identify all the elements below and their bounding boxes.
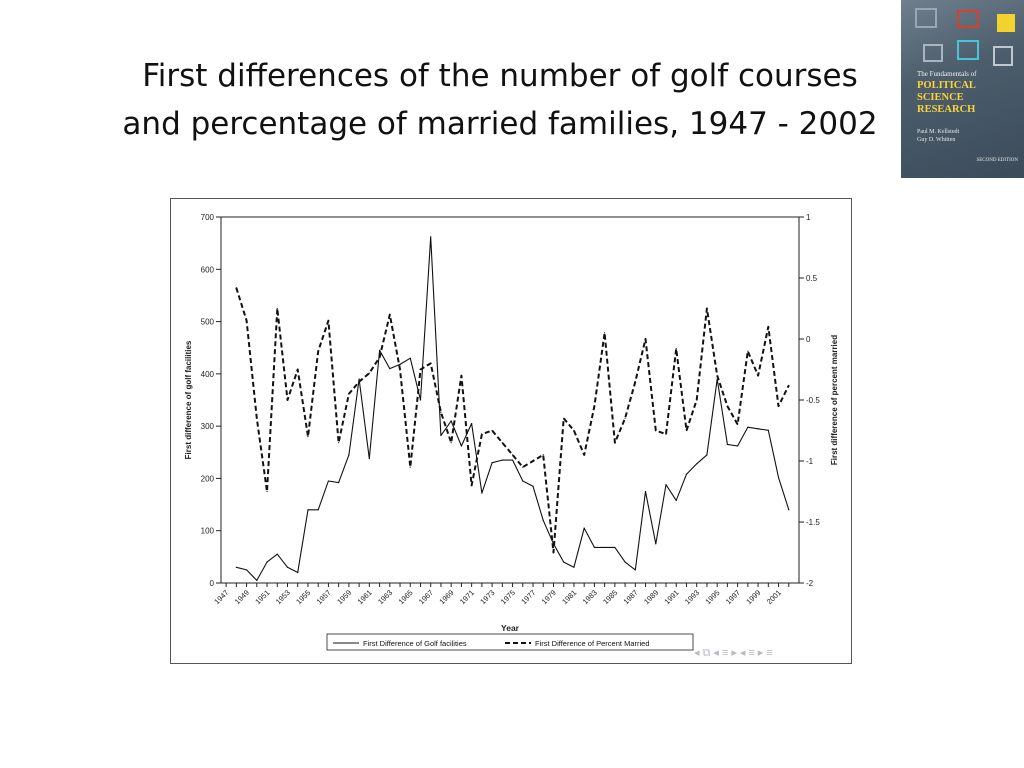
x-tick-label: 1995 bbox=[703, 588, 722, 607]
data-point-golf-facilities bbox=[737, 445, 738, 446]
x-tick-label: 1951 bbox=[253, 588, 272, 607]
book-title-line-1: POLITICAL bbox=[917, 80, 976, 91]
data-point-golf-facilities bbox=[328, 480, 329, 481]
data-point-percent-married bbox=[266, 491, 267, 492]
data-point-percent-married bbox=[655, 430, 656, 431]
data-point-percent-married bbox=[277, 308, 278, 309]
y-right-axis-label: First difference of percent married bbox=[830, 334, 839, 466]
data-point-golf-facilities bbox=[266, 561, 267, 562]
x-tick-label: 1993 bbox=[682, 588, 702, 607]
data-point-percent-married bbox=[328, 320, 329, 321]
data-point-percent-married bbox=[522, 467, 523, 468]
data-point-golf-facilities bbox=[757, 428, 758, 429]
x-tick-label: 1985 bbox=[601, 588, 620, 607]
data-point-golf-facilities bbox=[410, 358, 411, 359]
book-edition: SECOND EDITION bbox=[976, 158, 1018, 163]
data-point-golf-facilities bbox=[379, 350, 380, 351]
y-right-tick-label: -1.5 bbox=[806, 518, 820, 527]
cover-square-red bbox=[957, 10, 979, 28]
data-point-golf-facilities bbox=[481, 492, 482, 493]
data-point-golf-facilities bbox=[532, 486, 533, 487]
data-point-golf-facilities bbox=[256, 580, 257, 581]
book-title-line-3: RESEARCH bbox=[917, 104, 976, 115]
data-point-percent-married bbox=[287, 399, 288, 400]
data-point-golf-facilities bbox=[594, 547, 595, 548]
y-left-axis-label: First difference of golf facilities bbox=[184, 340, 193, 460]
data-point-percent-married bbox=[512, 454, 513, 455]
series-line-percent-married bbox=[236, 288, 789, 553]
data-point-percent-married bbox=[737, 424, 738, 425]
legend-label-golf-facilities: First Difference of Golf facilities bbox=[363, 639, 467, 648]
data-point-golf-facilities bbox=[624, 561, 625, 562]
data-point-percent-married bbox=[635, 381, 636, 382]
cover-square-yellow bbox=[997, 14, 1015, 32]
chart-frame bbox=[170, 198, 852, 664]
cover-square-grey-3 bbox=[993, 46, 1013, 66]
line-chart bbox=[171, 199, 851, 663]
data-point-percent-married bbox=[573, 430, 574, 431]
book-title bbox=[917, 80, 976, 116]
data-point-golf-facilities bbox=[277, 554, 278, 555]
data-point-percent-married bbox=[359, 381, 360, 382]
data-point-percent-married bbox=[451, 442, 452, 443]
data-point-percent-married bbox=[706, 308, 707, 309]
x-tick-label: 1961 bbox=[355, 588, 374, 607]
data-point-golf-facilities bbox=[420, 399, 421, 400]
x-tick-label: 1963 bbox=[376, 588, 395, 607]
x-tick-label: 1999 bbox=[744, 588, 763, 607]
book-author-1: Paul M. Kellstedt bbox=[917, 129, 960, 135]
series-line-golf-facilities bbox=[236, 237, 789, 581]
slide-title-line-2: and percentage of married families, 1947 - 2002 bbox=[122, 106, 878, 142]
data-point-percent-married bbox=[584, 454, 585, 455]
data-point-percent-married bbox=[389, 314, 390, 315]
x-tick-label: 2001 bbox=[764, 588, 783, 607]
book-series-label: The Fundamentals of bbox=[917, 70, 977, 78]
x-tick-label: 1977 bbox=[519, 588, 538, 607]
book-cover-image bbox=[901, 0, 1024, 178]
data-point-percent-married bbox=[502, 442, 503, 443]
data-point-percent-married bbox=[788, 385, 789, 386]
data-point-golf-facilities bbox=[614, 547, 615, 548]
data-point-golf-facilities bbox=[573, 567, 574, 568]
data-point-golf-facilities bbox=[307, 509, 308, 510]
data-point-percent-married bbox=[717, 375, 718, 376]
x-tick-label: 1967 bbox=[416, 588, 436, 607]
y-left-tick-label: 100 bbox=[200, 526, 214, 536]
data-point-golf-facilities bbox=[491, 462, 492, 463]
y-left-tick-label: 0 bbox=[209, 579, 214, 588]
data-point-golf-facilities bbox=[686, 474, 687, 475]
data-point-percent-married bbox=[440, 412, 441, 413]
cover-square-grey-1 bbox=[915, 8, 937, 28]
x-tick-label: 1975 bbox=[498, 588, 517, 607]
x-tick-label: 1997 bbox=[723, 588, 743, 607]
y-right-tick-label: 1 bbox=[806, 213, 811, 222]
data-point-percent-married bbox=[778, 406, 779, 407]
data-point-golf-facilities bbox=[655, 543, 656, 544]
data-point-percent-married bbox=[696, 399, 697, 400]
data-point-percent-married bbox=[348, 393, 349, 394]
data-point-golf-facilities bbox=[461, 445, 462, 446]
data-point-golf-facilities bbox=[696, 463, 697, 464]
data-point-percent-married bbox=[471, 485, 472, 486]
x-tick-label: 1959 bbox=[335, 588, 354, 607]
data-point-golf-facilities bbox=[563, 561, 564, 562]
data-point-percent-married bbox=[614, 442, 615, 443]
data-point-golf-facilities bbox=[318, 509, 319, 510]
data-point-golf-facilities bbox=[747, 427, 748, 428]
y-right-tick-label: -0.5 bbox=[806, 396, 820, 405]
cover-square-grey-2 bbox=[923, 44, 943, 62]
data-point-percent-married bbox=[553, 552, 554, 553]
book-authors bbox=[917, 128, 959, 144]
data-point-percent-married bbox=[236, 287, 237, 288]
data-point-golf-facilities bbox=[768, 430, 769, 431]
data-point-percent-married bbox=[307, 436, 308, 437]
y-left-tick-label: 500 bbox=[200, 317, 214, 327]
x-tick-label: 1965 bbox=[396, 588, 415, 607]
data-point-percent-married bbox=[686, 430, 687, 431]
data-point-percent-married bbox=[481, 434, 482, 435]
data-point-percent-married bbox=[594, 406, 595, 407]
data-point-percent-married bbox=[665, 434, 666, 435]
y-right-tick-label: 0 bbox=[806, 335, 811, 344]
data-point-golf-facilities bbox=[502, 460, 503, 461]
data-point-percent-married bbox=[543, 454, 544, 455]
x-tick-label: 1955 bbox=[294, 588, 313, 607]
data-point-percent-married bbox=[461, 375, 462, 376]
data-point-golf-facilities bbox=[676, 500, 677, 501]
data-point-golf-facilities bbox=[246, 569, 247, 570]
data-point-percent-married bbox=[318, 351, 319, 352]
data-point-percent-married bbox=[757, 375, 758, 376]
data-point-percent-married bbox=[645, 338, 646, 339]
data-point-percent-married bbox=[379, 357, 380, 358]
data-point-golf-facilities bbox=[287, 567, 288, 568]
data-point-golf-facilities bbox=[348, 454, 349, 455]
y-left-tick-label: 300 bbox=[200, 422, 214, 432]
data-point-percent-married bbox=[747, 351, 748, 352]
data-point-percent-married bbox=[624, 418, 625, 419]
book-title-line-2: SCIENCE bbox=[917, 92, 964, 103]
data-point-golf-facilities bbox=[706, 454, 707, 455]
data-point-percent-married bbox=[338, 442, 339, 443]
x-tick-label: 1989 bbox=[642, 588, 661, 607]
data-point-golf-facilities bbox=[727, 444, 728, 445]
x-axis-label: Year bbox=[501, 623, 519, 633]
x-tick-label: 1991 bbox=[662, 588, 681, 607]
data-point-golf-facilities bbox=[338, 482, 339, 483]
data-point-percent-married bbox=[297, 369, 298, 370]
y-left-tick-label: 400 bbox=[200, 369, 214, 379]
cover-square-cyan bbox=[957, 40, 979, 60]
data-point-golf-facilities bbox=[297, 572, 298, 573]
x-tick-label: 1971 bbox=[457, 588, 477, 607]
data-point-golf-facilities bbox=[399, 364, 400, 365]
data-point-golf-facilities bbox=[471, 423, 472, 424]
data-point-golf-facilities bbox=[359, 378, 360, 379]
slide-navigation-bar[interactable] bbox=[694, 646, 776, 660]
data-point-golf-facilities bbox=[635, 569, 636, 570]
plot-area bbox=[221, 217, 799, 583]
data-point-percent-married bbox=[246, 320, 247, 321]
slide-title-line-1: First differences of the number of golf courses bbox=[142, 58, 858, 94]
data-point-golf-facilities bbox=[451, 420, 452, 421]
book-author-2: Guy D. Whitten bbox=[917, 137, 956, 143]
data-point-percent-married bbox=[491, 430, 492, 431]
data-point-percent-married bbox=[399, 369, 400, 370]
data-point-golf-facilities bbox=[788, 509, 789, 510]
data-point-golf-facilities bbox=[369, 458, 370, 459]
slide-title bbox=[100, 52, 900, 148]
data-point-golf-facilities bbox=[430, 236, 431, 237]
nav-prev-icon[interactable]: ◂ bbox=[694, 647, 703, 659]
data-point-golf-facilities bbox=[778, 477, 779, 478]
x-tick-label: 1957 bbox=[314, 588, 333, 607]
nav-frame-icon[interactable]: ⧉ bbox=[702, 647, 714, 659]
data-point-golf-facilities bbox=[543, 520, 544, 521]
data-point-golf-facilities bbox=[665, 484, 666, 485]
data-point-percent-married bbox=[604, 332, 605, 333]
x-tick-label: 1953 bbox=[273, 588, 292, 607]
y-left-tick-label: 700 bbox=[200, 213, 214, 222]
data-point-percent-married bbox=[420, 369, 421, 370]
y-left-tick-label: 600 bbox=[200, 265, 214, 275]
x-tick-label: 1987 bbox=[621, 588, 640, 607]
x-tick-label: 1949 bbox=[232, 588, 251, 607]
data-point-golf-facilities bbox=[512, 460, 513, 461]
y-right-tick-label: 0.5 bbox=[806, 274, 818, 283]
data-point-golf-facilities bbox=[522, 480, 523, 481]
data-point-percent-married bbox=[727, 406, 728, 407]
x-tick-label: 1981 bbox=[560, 588, 579, 607]
y-right-tick-label: -2 bbox=[806, 579, 814, 588]
x-tick-label: 1969 bbox=[437, 588, 456, 607]
data-point-percent-married bbox=[256, 418, 257, 419]
data-point-percent-married bbox=[369, 373, 370, 374]
data-point-percent-married bbox=[430, 363, 431, 364]
nav-align-icon[interactable]: ≡ bbox=[766, 647, 776, 659]
x-tick-label: 1983 bbox=[580, 588, 599, 607]
data-point-percent-married bbox=[532, 460, 533, 461]
y-left-tick-label: 200 bbox=[200, 474, 214, 484]
data-point-percent-married bbox=[563, 418, 564, 419]
data-point-golf-facilities bbox=[604, 547, 605, 548]
x-tick-label: 1947 bbox=[212, 588, 231, 607]
data-point-percent-married bbox=[676, 348, 677, 349]
data-point-percent-married bbox=[768, 326, 769, 327]
legend-label-percent-married: First Difference of Percent Married bbox=[535, 639, 650, 648]
data-point-golf-facilities bbox=[440, 435, 441, 436]
data-point-golf-facilities bbox=[389, 368, 390, 369]
nav-section-icon[interactable]: ◂≡▸ bbox=[713, 647, 740, 659]
y-right-tick-label: -1 bbox=[806, 457, 814, 466]
x-tick-label: 1979 bbox=[539, 588, 558, 607]
x-tick-label: 1973 bbox=[478, 588, 497, 607]
nav-subsection-icon[interactable]: ◂≡▸ bbox=[739, 647, 767, 659]
data-point-percent-married bbox=[410, 467, 411, 468]
data-point-golf-facilities bbox=[645, 491, 646, 492]
data-point-golf-facilities bbox=[236, 567, 237, 568]
data-point-golf-facilities bbox=[584, 528, 585, 529]
